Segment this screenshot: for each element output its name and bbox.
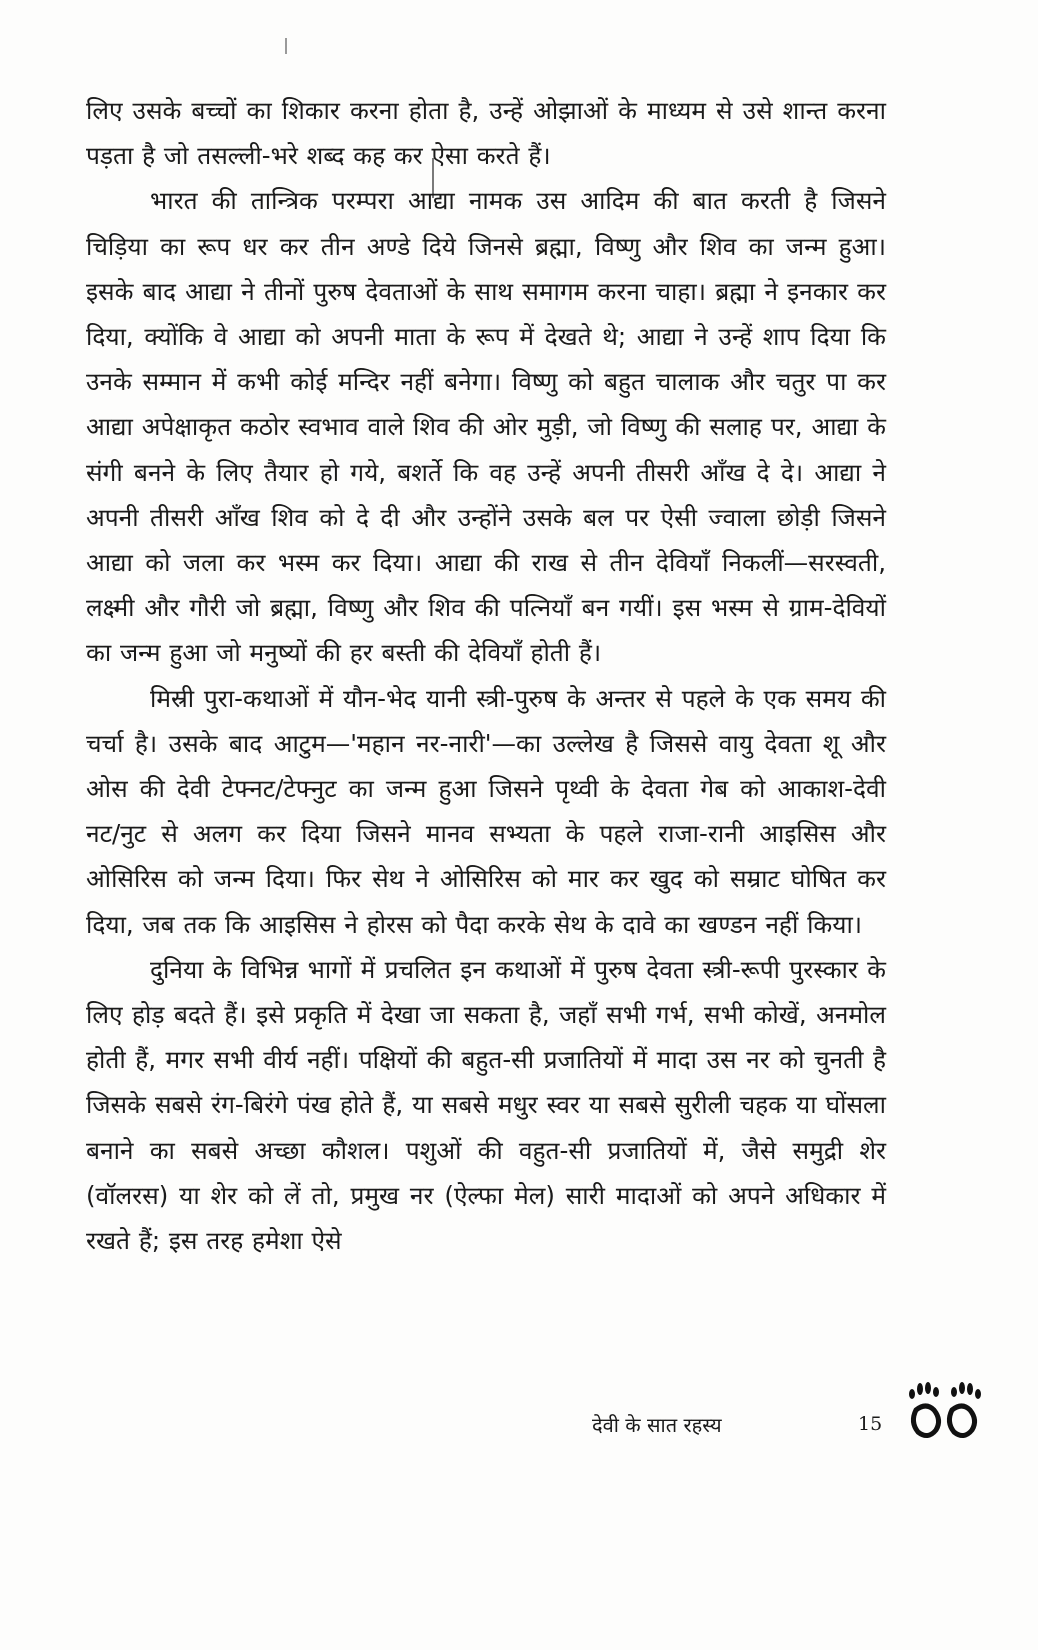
footprints-logo-icon — [906, 1380, 986, 1442]
page-binding-mark — [285, 38, 287, 54]
body-text — [86, 88, 886, 1263]
paragraph-male-competition: दुनिया के विभिन्न भागों में प्रचलित इन कथाओं में पुरुष देवता स्त्री-रूपी पुरस्कार के लिए होड़ बदते हैं। इसे प्रकृति में देखा जा सकता है, जहाँ सभी गर्भ, सभी कोखें, अनमोल होती हैं, मगर सभी वीर्य नहीं। पक्षियों की बहुत-सी प्रजातियों में मादा उस नर को चुनती है जिसके सबसे रंग-बिरंगे पंख होते हैं, या सबसे मधुर स्वर या सबसे सुरीली चहक या घोंसला बनाने का सबसे अच्छा कौशल। पशुओं की वहुत-सी प्रजातियों में, जैसे समुद्री शेर (वॉलरस) या शेर को लें तो, प्रमुख नर (ऐल्फा मेल) सारी मादाओं को अपने अधिकार में रखते हैं; इस तरह हमेशा ऐसे — [86, 954, 886, 1256]
running-footer-title: देवी के सात रहस्य — [592, 1413, 722, 1437]
paragraph-continued: लिए उसके बच्चों का शिकार करना होता है, उन्हें ओझाओं के माध्यम से उसे शान्त करना पड़ता है जो तसल्ली-भरे शब्द कह कर ऐसा करते हैं। — [86, 96, 886, 171]
paragraph-egyptian-myths: मिस्री पुरा-कथाओं में यौन-भेद यानी स्त्री-पुरुष के अन्तर से पहले के एक समय की चर्चा है। उसके बाद आटुम—'महान नर-नारी'—का उल्लेख है जिससे वायु देवता शू और ओस की देवी टेफ्नट/टेफ्नुट का जन्म हुआ जिसने पृथ्वी के देवता गेब को आकाश-देवी नट/नुट से अलग कर दिया जिसने मानव सभ्यता के पहले राजा-रानी आइसिस और ओसिरिस को जन्म दिया। फिर सेथ ने ओसिरिस को मार कर खुद को सम्राट घोषित कर दिया, जब तक कि आइसिस ने होरस को पैदा करके सेथ के दावे का खण्डन नहीं किया। — [86, 683, 886, 939]
paragraph-tantric-tradition: भारत की तान्त्रिक परम्परा आद्या नामक उस आदिम की बात करती है जिसने चिड़िया का रूप धर कर तीन अण्डे दिये जिनसे ब्रह्मा, विष्णु और शिव का जन्म हुआ। इसके बाद आद्या ने तीनों पुरुष देवताओं के साथ समागम करना चाहा। ब्रह्मा ने इनकार कर दिया, क्योंकि वे आद्या को अपनी माता के रूप में देखते थे; आद्या ने उन्हें शाप दिया कि उनके सम्मान में कभी कोई मन्दिर नहीं बनेगा। विष्णु को बहुत चालाक और चतुर पा कर आद्या अपेक्षाकृत कठोर स्वभाव वाले शिव की ओर मुड़ी, जो विष्णु की सलाह पर, आद्या के संगी बनने के लिए तैयार हो गये, बशर्ते कि वह उन्हें अपनी तीसरी आँख दे दे। आद्या ने अपनी तीसरी आँख शिव को दे दी और उन्होंने उसके बल पर ऐसी ज्वाला छोड़ी जिसने आद्या को जला कर भस्म कर दिया। आद्या की राख से तीन देवियाँ निकलीं—सरस्वती, लक्ष्मी और गौरी जो ब्रह्मा, विष्णु और शिव की पत्नियाँ बन गयीं। इस भस्म से ग्राम-देवियों का जन्म हुआ जो मनुष्यों की हर बस्ती की देवियाँ होती हैं। — [86, 186, 886, 668]
page-number: 15 — [858, 1413, 883, 1435]
